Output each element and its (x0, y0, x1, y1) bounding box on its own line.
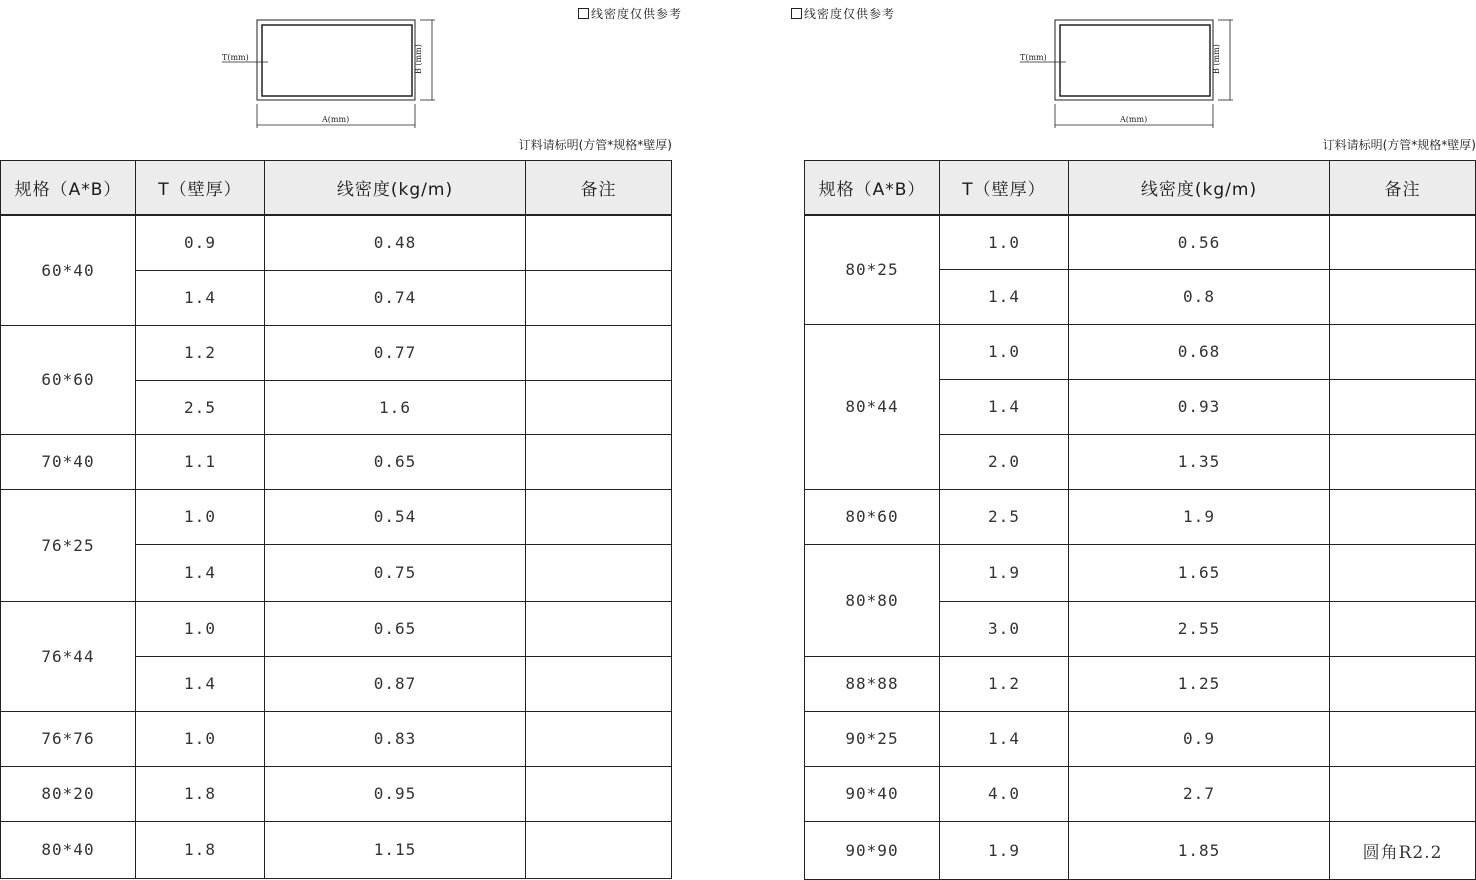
remark-cell (526, 489, 672, 544)
thickness-cell: 1.0 (136, 489, 265, 544)
table-row (1, 821, 672, 878)
thickness-cell: 2.5 (940, 489, 1069, 544)
density-cell: 0.56 (1069, 215, 1330, 269)
remark-cell (526, 766, 672, 821)
density-cell: 0.77 (265, 325, 526, 380)
remark-cell (1330, 215, 1476, 269)
spec-cell: 88*88 (805, 656, 940, 711)
order-instruction: 订料请标明(方管*规格*壁厚) (1322, 138, 1476, 152)
tube-section-drawing (1018, 18, 1258, 130)
density-cell: 1.85 (1069, 821, 1330, 879)
thickness-cell: 1.4 (136, 544, 265, 601)
left-panel (0, 0, 683, 871)
thickness-cell: 1.4 (940, 711, 1069, 766)
spec-table (0, 160, 672, 879)
spec-cell: 76*76 (1, 711, 136, 766)
table-row (1, 601, 672, 656)
spec-cell: 90*40 (805, 766, 940, 821)
thickness-cell: 1.9 (940, 544, 1069, 601)
thickness-cell: 0.9 (136, 215, 265, 270)
reference-note-text: 线密度仅供参考 (591, 7, 683, 21)
header-thickness: T（壁厚） (940, 161, 1069, 216)
width-a-label: A(mm) (1120, 115, 1148, 124)
remark-cell (1330, 656, 1476, 711)
table-row (805, 711, 1476, 766)
spec-cell: 60*60 (1, 325, 136, 434)
density-cell: 0.95 (265, 766, 526, 821)
thickness-cell: 1.4 (136, 270, 265, 325)
order-instruction: 订料请标明(方管*规格*壁厚) (518, 138, 672, 152)
spec-cell: 80*40 (1, 821, 136, 878)
table-row (805, 489, 1476, 544)
density-cell: 2.7 (1069, 766, 1330, 821)
thickness-cell: 1.0 (136, 601, 265, 656)
density-cell: 1.35 (1069, 434, 1330, 489)
spec-cell: 80*80 (805, 544, 940, 656)
thickness-cell: 1.2 (940, 656, 1069, 711)
table-header-row (805, 161, 1476, 216)
spec-cell: 90*25 (805, 711, 940, 766)
height-b-label: B (mm) (414, 44, 423, 74)
remark-cell (1330, 601, 1476, 656)
spec-table (804, 160, 1476, 880)
remark-cell (526, 270, 672, 325)
density-cell: 1.25 (1069, 656, 1330, 711)
spec-cell: 80*60 (805, 489, 940, 544)
table-row (1, 711, 672, 766)
right-panel (804, 0, 1476, 871)
density-cell: 0.68 (1069, 324, 1330, 379)
thickness-cell: 4.0 (940, 766, 1069, 821)
spec-cell: 76*25 (1, 489, 136, 601)
spec-cell: 80*25 (805, 215, 940, 324)
thickness-cell: 1.9 (940, 821, 1069, 879)
thickness-cell: 1.0 (940, 215, 1069, 269)
header-remark: 备注 (1330, 161, 1476, 216)
header-thickness: T（壁厚） (136, 161, 265, 216)
table-row (1, 489, 672, 544)
thickness-cell: 1.8 (136, 766, 265, 821)
table-row (1, 215, 672, 270)
table-row (805, 766, 1476, 821)
remark-cell (1330, 766, 1476, 821)
density-cell: 0.8 (1069, 269, 1330, 324)
width-a-label: A(mm) (322, 115, 350, 124)
reference-note-text: 线密度仅供参考 (804, 7, 896, 21)
spec-cell: 70*40 (1, 434, 136, 489)
density-cell: 0.9 (1069, 711, 1330, 766)
remark-cell (1330, 269, 1476, 324)
remark-cell (526, 380, 672, 434)
table-row (805, 821, 1476, 879)
density-cell: 0.83 (265, 711, 526, 766)
thickness-cell: 1.4 (940, 379, 1069, 434)
height-b-label: B (mm) (1212, 44, 1221, 74)
thickness-cell: 1.4 (940, 269, 1069, 324)
remark-cell (526, 711, 672, 766)
table-header-row (1, 161, 672, 216)
table-row (805, 656, 1476, 711)
table-row (805, 544, 1476, 601)
remark-cell (526, 434, 672, 489)
remark-cell (1330, 324, 1476, 379)
thickness-label: T(mm) (222, 53, 249, 62)
density-cell: 0.65 (265, 601, 526, 656)
checkbox-square-icon (791, 8, 802, 19)
spec-cell: 60*40 (1, 215, 136, 325)
remark-cell (526, 601, 672, 656)
checkbox-square-icon (578, 8, 589, 19)
thickness-cell: 2.0 (940, 434, 1069, 489)
table-row (1, 325, 672, 380)
reference-note (578, 5, 682, 22)
remark-cell (1330, 379, 1476, 434)
thickness-cell: 1.0 (136, 711, 265, 766)
table-row (1, 434, 672, 489)
reference-note (791, 5, 895, 22)
header-spec: 规格（A*B） (1, 161, 136, 216)
header-remark: 备注 (526, 161, 672, 216)
thickness-cell: 3.0 (940, 601, 1069, 656)
table-row (1, 766, 672, 821)
density-cell: 1.15 (265, 821, 526, 878)
remark-cell (526, 656, 672, 711)
remark-cell (526, 215, 672, 270)
header-density: 线密度(kg/m) (265, 161, 526, 216)
density-cell: 0.48 (265, 215, 526, 270)
remark-cell: 圆角R2.2 (1330, 821, 1476, 879)
remark-cell (526, 544, 672, 601)
remark-cell (1330, 544, 1476, 601)
thickness-cell: 1.2 (136, 325, 265, 380)
density-cell: 1.6 (265, 380, 526, 434)
spec-cell: 80*44 (805, 324, 940, 489)
remark-cell (526, 821, 672, 878)
thickness-cell: 1.4 (136, 656, 265, 711)
density-cell: 1.65 (1069, 544, 1330, 601)
table-row (805, 215, 1476, 269)
thickness-cell: 1.0 (940, 324, 1069, 379)
table-row (805, 324, 1476, 379)
cross-section-diagram (220, 18, 460, 130)
header-spec: 规格（A*B） (805, 161, 940, 216)
remark-cell (1330, 489, 1476, 544)
thickness-cell: 1.1 (136, 434, 265, 489)
density-cell: 2.55 (1069, 601, 1330, 656)
remark-cell (526, 325, 672, 380)
density-cell: 0.65 (265, 434, 526, 489)
density-cell: 0.74 (265, 270, 526, 325)
density-cell: 0.93 (1069, 379, 1330, 434)
thickness-cell: 2.5 (136, 380, 265, 434)
remark-cell (1330, 711, 1476, 766)
spec-cell: 80*20 (1, 766, 136, 821)
density-cell: 0.75 (265, 544, 526, 601)
tube-section-drawing (220, 18, 460, 130)
cross-section-diagram (1018, 18, 1258, 130)
spec-cell: 90*90 (805, 821, 940, 879)
thickness-label: T(mm) (1020, 53, 1047, 62)
remark-cell (1330, 434, 1476, 489)
thickness-cell: 1.8 (136, 821, 265, 878)
header-density: 线密度(kg/m) (1069, 161, 1330, 216)
density-cell: 0.87 (265, 656, 526, 711)
density-cell: 1.9 (1069, 489, 1330, 544)
density-cell: 0.54 (265, 489, 526, 544)
spec-cell: 76*44 (1, 601, 136, 711)
